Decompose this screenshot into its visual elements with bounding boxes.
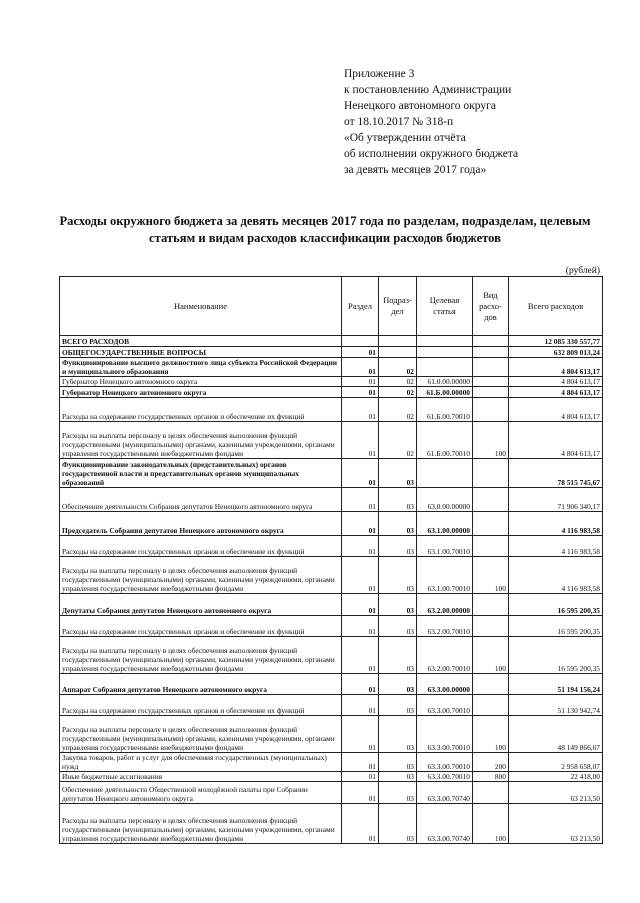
table-row — [60, 804, 603, 844]
row-target: 63.1.00.00000 — [417, 512, 473, 536]
header-subsection: Подраз-дел — [379, 277, 417, 336]
appendix-line: об исполнении окружного бюджета — [344, 148, 519, 160]
row-target: 63.2.00.00000 — [417, 594, 473, 616]
row-kind — [473, 488, 509, 512]
row-kind — [473, 616, 509, 637]
row-subsection: 03 — [379, 557, 417, 594]
row-kind — [473, 358, 509, 377]
row-kind — [473, 387, 509, 398]
header-name: Наименование — [60, 277, 342, 336]
row-subsection: 02 — [379, 422, 417, 459]
row-target: 63.0.00.00000 — [417, 488, 473, 512]
row-total: 4 804 613,17 — [509, 387, 603, 398]
row-subsection: 03 — [379, 536, 417, 557]
row-section: 01 — [342, 347, 379, 358]
row-total: 63 213,50 — [509, 782, 603, 804]
row-total: 4 116 983,58 — [509, 536, 603, 557]
row-total: 63 213,50 — [509, 804, 603, 844]
row-section: 01 — [342, 459, 379, 488]
row-kind — [473, 377, 509, 387]
row-target: 63.3.00.70010 — [417, 716, 473, 753]
row-section: 01 — [342, 377, 379, 387]
table-row — [60, 398, 603, 422]
row-name: Председатель Собрания депутатов Ненецкого автономного округа — [60, 512, 342, 536]
row-section: 01 — [342, 594, 379, 616]
row-kind — [473, 674, 509, 695]
row-section — [342, 336, 379, 347]
table-row — [60, 488, 603, 512]
row-target: 63.3.00.00000 — [417, 674, 473, 695]
row-name: Расходы на выплаты персоналу в целях обеспечения выполнения функций государственными (муниципальными) органами, казенными учреждениями, органами управления государственными внебюджетными фондами — [60, 637, 342, 674]
row-name: Обеспечение деятельности Общественной молодёжной палаты при Собрании депутатов Ненецкого автономного округа — [60, 782, 342, 804]
row-subsection: 03 — [379, 753, 417, 772]
document-title: Расходы окружного бюджета за девять месяцев 2017 года по разделам, подразделам, целевым статьям и видам расходов классификации расходов бюджетов — [59, 214, 591, 245]
row-subsection: 03 — [379, 594, 417, 616]
row-section: 01 — [342, 358, 379, 377]
table-row — [60, 512, 603, 536]
row-section: 01 — [342, 716, 379, 753]
units-label: (рублей) — [565, 266, 600, 276]
row-kind — [473, 398, 509, 422]
row-subsection: 03 — [379, 695, 417, 716]
row-name: Функционирование законодательных (представительных) органов государственной власти и представительных органов муниципальных образований — [60, 459, 342, 488]
row-kind: 200 — [473, 753, 509, 772]
row-name: Расходы на содержание государственных органов и обеспечение их функций — [60, 398, 342, 422]
row-kind — [473, 695, 509, 716]
row-total: 4 804 613,17 — [509, 422, 603, 459]
row-kind — [473, 459, 509, 488]
table-row — [60, 716, 603, 753]
row-subsection: 02 — [379, 398, 417, 422]
row-name: Расходы на выплаты персоналу в целях обеспечения выполнения функций государственными (муниципальными) органами, казенными учреждениями, органами управления государственными внебюджетными фондами — [60, 804, 342, 844]
row-total: 4 804 613,17 — [509, 398, 603, 422]
row-section: 01 — [342, 398, 379, 422]
appendix-block — [344, 66, 604, 178]
row-target: 63.3.00.70740 — [417, 804, 473, 844]
row-total: 16 595 200,35 — [509, 616, 603, 637]
table-row — [60, 336, 603, 347]
row-target — [417, 358, 473, 377]
row-target: 63.3.00.70010 — [417, 695, 473, 716]
row-subsection — [379, 336, 417, 347]
row-name: Обеспечение деятельности Собрания депутатов Ненецкого автономного округа — [60, 488, 342, 512]
table-row — [60, 557, 603, 594]
row-name: Губернатор Ненецкого автономного округа — [60, 377, 342, 387]
table-row — [60, 753, 603, 772]
row-section: 01 — [342, 488, 379, 512]
row-target — [417, 347, 473, 358]
row-name: ОБЩЕГОСУДАРСТВЕННЫЕ ВОПРОСЫ — [60, 347, 342, 358]
row-kind: 100 — [473, 422, 509, 459]
row-target: 63.1.00.70010 — [417, 557, 473, 594]
row-subsection: 03 — [379, 616, 417, 637]
row-total: 4 804 613,17 — [509, 358, 603, 377]
row-total: 71 906 340,17 — [509, 488, 603, 512]
row-total: 2 958 658,07 — [509, 753, 603, 772]
row-target: 61.0.00.00000 — [417, 377, 473, 387]
row-kind — [473, 347, 509, 358]
row-kind: 100 — [473, 637, 509, 674]
row-section: 01 — [342, 695, 379, 716]
row-kind — [473, 536, 509, 557]
row-subsection: 03 — [379, 459, 417, 488]
row-kind: 100 — [473, 557, 509, 594]
row-name: Иные бюджетные ассигнования — [60, 772, 342, 782]
row-section: 01 — [342, 422, 379, 459]
expenses-table — [59, 276, 603, 844]
appendix-line: Ненецкого автономного округа — [344, 100, 496, 112]
row-total: 4 116 983,58 — [509, 512, 603, 536]
row-total: 632 809 013,24 — [509, 347, 603, 358]
table-row — [60, 594, 603, 616]
table-row — [60, 422, 603, 459]
row-subsection: 03 — [379, 512, 417, 536]
row-name: ВСЕГО РАСХОДОВ — [60, 336, 342, 347]
appendix-line: от 18.10.2017 № 318-п — [344, 116, 454, 128]
row-subsection: 02 — [379, 377, 417, 387]
table-row — [60, 387, 603, 398]
table-header-row — [60, 277, 603, 336]
row-target: 63.1.00.70010 — [417, 536, 473, 557]
row-total: 16 595 200,35 — [509, 637, 603, 674]
row-subsection: 03 — [379, 782, 417, 804]
row-target: 61.Б.00.70010 — [417, 422, 473, 459]
table-row — [60, 695, 603, 716]
row-name: Расходы на выплаты персоналу в целях обеспечения выполнения функций государственными (муниципальными) органами, казенными учреждениями, органами управления государственными внебюджетными фондами — [60, 557, 342, 594]
row-subsection: 03 — [379, 637, 417, 674]
row-section: 01 — [342, 753, 379, 772]
row-total: 22 418,00 — [509, 772, 603, 782]
row-subsection: 02 — [379, 358, 417, 377]
row-subsection: 03 — [379, 772, 417, 782]
row-section: 01 — [342, 782, 379, 804]
row-total: 4 804 613,17 — [509, 377, 603, 387]
row-target: 63.2.00.70010 — [417, 616, 473, 637]
row-name: Расходы на содержание государственных органов и обеспечение их функций — [60, 695, 342, 716]
row-section: 01 — [342, 616, 379, 637]
table-body — [60, 336, 603, 844]
row-name: Расходы на выплаты персоналу в целях обеспечения выполнения функций государственными (муниципальными) органами, казенными учреждениями, органами управления государственными внебюджетными фондами — [60, 422, 342, 459]
row-subsection — [379, 347, 417, 358]
row-name: Расходы на содержание государственных органов и обеспечение их функций — [60, 616, 342, 637]
appendix-line: за девять месяцев 2017 года» — [344, 164, 487, 176]
header-target: Целевая статья — [417, 277, 473, 336]
row-total: 16 595 200,35 — [509, 594, 603, 616]
row-section: 01 — [342, 512, 379, 536]
row-target — [417, 336, 473, 347]
table-row — [60, 347, 603, 358]
row-kind: 100 — [473, 716, 509, 753]
row-name: Закупка товаров, работ и услуг для обеспечения государственных (муниципальных) нужд — [60, 753, 342, 772]
row-section: 01 — [342, 557, 379, 594]
header-section: Раздел — [342, 277, 379, 336]
appendix-line: «Об утверждении отчёта — [344, 132, 466, 144]
row-target: 63.3.00.70010 — [417, 753, 473, 772]
row-subsection: 03 — [379, 804, 417, 844]
row-section: 01 — [342, 772, 379, 782]
row-target: 63.3.00.70010 — [417, 772, 473, 782]
row-name: Расходы на выплаты персоналу в целях обеспечения выполнения функций государственными (муниципальными) органами, казенными учреждениями, органами управления государственными внебюджетными фондами — [60, 716, 342, 753]
row-kind — [473, 782, 509, 804]
row-subsection: 03 — [379, 716, 417, 753]
header-total: Всего расходов — [509, 277, 603, 336]
table-row — [60, 358, 603, 377]
row-total: 51 194 156,24 — [509, 674, 603, 695]
row-target: 63.2.00.70010 — [417, 637, 473, 674]
row-target: 61.Б.00.70010 — [417, 398, 473, 422]
row-kind — [473, 336, 509, 347]
row-kind: 800 — [473, 772, 509, 782]
row-section: 01 — [342, 674, 379, 695]
table-row — [60, 616, 603, 637]
row-kind: 100 — [473, 804, 509, 844]
table-row — [60, 377, 603, 387]
appendix-line: к постановлению Администрации — [344, 84, 512, 96]
row-target — [417, 459, 473, 488]
row-total: 4 116 983,58 — [509, 557, 603, 594]
appendix-line: Приложение 3 — [344, 68, 415, 80]
row-target: 63.3.00.70740 — [417, 782, 473, 804]
row-total: 78 515 745,67 — [509, 459, 603, 488]
row-name: Функционирование высшего должностного лица субъекта Российской Федерации и муниципального образования — [60, 358, 342, 377]
row-total: 48 149 866,67 — [509, 716, 603, 753]
table-row — [60, 536, 603, 557]
row-name: Аппарат Собрания депутатов Ненецкого автономного округа — [60, 674, 342, 695]
table-row — [60, 459, 603, 488]
row-kind — [473, 512, 509, 536]
row-target: 61.Б.00.00000 — [417, 387, 473, 398]
row-name: Губернатор Ненецкого автономного округа — [60, 387, 342, 398]
row-total: 51 130 942,74 — [509, 695, 603, 716]
row-name: Депутаты Собрания депутатов Ненецкого автономного округа — [60, 594, 342, 616]
row-name: Расходы на содержание государственных органов и обеспечение их функций — [60, 536, 342, 557]
row-section: 01 — [342, 387, 379, 398]
row-total: 12 085 330 557,77 — [509, 336, 603, 347]
table-row — [60, 674, 603, 695]
row-section: 01 — [342, 804, 379, 844]
row-subsection: 03 — [379, 674, 417, 695]
table-row — [60, 782, 603, 804]
table-row — [60, 637, 603, 674]
table-row — [60, 772, 603, 782]
row-subsection: 03 — [379, 488, 417, 512]
row-kind — [473, 594, 509, 616]
row-subsection: 02 — [379, 387, 417, 398]
header-kind: Вид расхо-дов — [473, 277, 509, 336]
row-section: 01 — [342, 637, 379, 674]
row-section: 01 — [342, 536, 379, 557]
